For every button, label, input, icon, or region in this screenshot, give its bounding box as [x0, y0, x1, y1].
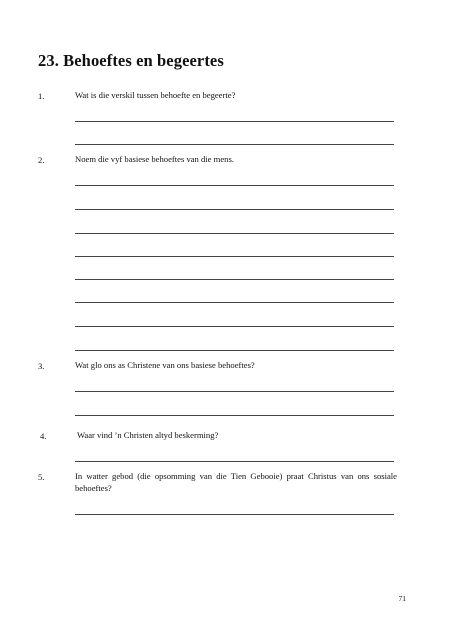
answer-line — [75, 185, 394, 186]
answer-line — [75, 514, 394, 515]
question-3-number: 3. — [38, 361, 45, 371]
answer-line — [75, 233, 394, 234]
answer-line — [75, 350, 394, 351]
answer-line — [75, 415, 394, 416]
answer-line — [75, 121, 394, 122]
page-title: 23. Behoeftes en begeertes — [38, 51, 224, 70]
page-number: 71 — [398, 594, 406, 603]
question-1-number: 1. — [38, 91, 45, 101]
answer-line — [75, 302, 394, 303]
answer-line — [75, 461, 394, 462]
question-1-text: Wat is die verskil tussen behoefte en begeerte? — [75, 90, 236, 100]
question-2-text: Noem die vyf basiese behoeftes van die mens. — [75, 154, 234, 164]
answer-line — [75, 209, 394, 210]
answer-line — [75, 256, 394, 257]
question-5-number: 5. — [38, 472, 45, 482]
answer-line — [75, 279, 394, 280]
question-2-number: 2. — [38, 155, 45, 165]
answer-line — [75, 144, 394, 145]
question-5-text: In watter gebod (die opsomming van die Tien Gebooie) praat Christus van ons sosiale behoeftes? — [75, 471, 397, 493]
question-3-text: Wat glo ons as Christene van ons basiese behoeftes? — [75, 360, 255, 370]
question-4-text: Waar vind ’n Christen altyd beskerming? — [77, 430, 219, 440]
answer-line — [75, 326, 394, 327]
question-4-number: 4. — [40, 431, 47, 441]
answer-line — [75, 391, 394, 392]
